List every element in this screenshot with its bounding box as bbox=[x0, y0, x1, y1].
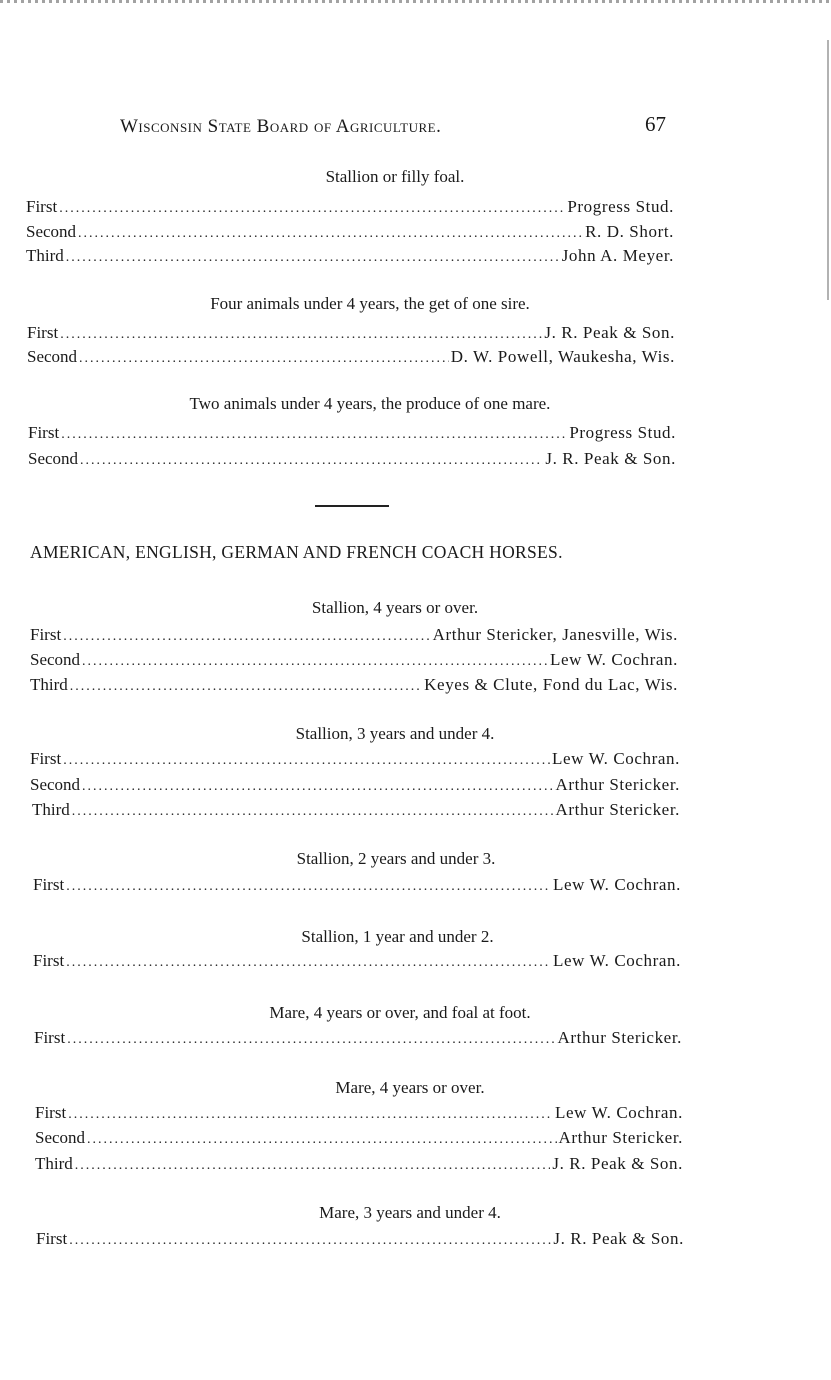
place-label: Third bbox=[30, 675, 68, 694]
award-entry bbox=[30, 749, 680, 769]
class-heading: Stallion, 1 year and under 2. bbox=[301, 927, 494, 946]
class-heading: Stallion, 2 years and under 3. bbox=[296, 849, 496, 868]
winner-name: Lew W. Cochran. bbox=[553, 951, 681, 970]
winner-name: J. R. Peak & Son. bbox=[553, 1229, 684, 1248]
dot-leader bbox=[80, 453, 543, 469]
dot-leader bbox=[75, 1158, 551, 1174]
page-top-edge bbox=[0, 0, 831, 3]
dot-leader bbox=[82, 654, 548, 670]
place-label: First bbox=[30, 625, 62, 644]
place-label: First bbox=[30, 749, 62, 768]
award-entry bbox=[30, 650, 678, 670]
dot-leader bbox=[60, 327, 542, 343]
award-entry bbox=[33, 875, 681, 895]
page-number: 67 bbox=[645, 112, 666, 136]
dot-leader bbox=[63, 629, 430, 645]
award-entry bbox=[34, 1028, 682, 1048]
place-label: First bbox=[27, 323, 59, 342]
winner-name: J. R. Peak & Son. bbox=[545, 449, 676, 468]
place-label: Second bbox=[35, 1128, 86, 1147]
place-label: Second bbox=[26, 222, 77, 241]
award-entry bbox=[26, 197, 674, 217]
class-heading: Two animals under 4 years, the produce of one mare. bbox=[189, 394, 551, 413]
winner-name: Keyes & Clute, Fond du Lac, Wis. bbox=[424, 675, 678, 694]
dot-leader bbox=[72, 804, 554, 820]
award-entry bbox=[28, 449, 676, 469]
place-label: Third bbox=[35, 1154, 73, 1173]
class-heading: Mare, 4 years or over, and foal at foot. bbox=[269, 1003, 531, 1022]
dot-leader bbox=[67, 1032, 555, 1048]
class-heading: Mare, 3 years and under 4. bbox=[319, 1203, 501, 1222]
winner-name: Lew W. Cochran. bbox=[552, 749, 680, 768]
winner-name: Progress Stud. bbox=[567, 197, 674, 216]
award-entry bbox=[30, 625, 678, 645]
award-entry bbox=[35, 1128, 683, 1148]
award-entry bbox=[26, 246, 674, 266]
winner-name: Arthur Stericker. bbox=[555, 800, 680, 819]
section-divider bbox=[315, 505, 389, 507]
award-entry bbox=[30, 775, 680, 795]
class-heading: Stallion, 4 years or over. bbox=[311, 598, 479, 617]
winner-name: Progress Stud. bbox=[569, 423, 676, 442]
dot-leader bbox=[68, 1107, 553, 1123]
winner-name: J. R. Peak & Son. bbox=[552, 1154, 683, 1173]
award-entry bbox=[28, 423, 676, 443]
dot-leader bbox=[66, 955, 551, 971]
place-label: Third bbox=[32, 800, 70, 819]
award-entry bbox=[27, 347, 675, 367]
winner-name: Arthur Stericker. bbox=[555, 775, 680, 794]
award-entry bbox=[30, 675, 678, 695]
page-right-edge bbox=[827, 40, 829, 300]
winner-name: Arthur Stericker. bbox=[558, 1128, 683, 1147]
place-label: First bbox=[36, 1229, 68, 1248]
winner-name: J. R. Peak & Son. bbox=[544, 323, 675, 342]
place-label: First bbox=[34, 1028, 66, 1047]
dot-leader bbox=[78, 226, 583, 242]
winner-name: Lew W. Cochran. bbox=[550, 650, 678, 669]
award-entry bbox=[32, 800, 680, 820]
dot-leader bbox=[63, 753, 550, 769]
place-label: Second bbox=[30, 775, 81, 794]
place-label: Second bbox=[30, 650, 81, 669]
winner-name: Arthur Stericker. bbox=[557, 1028, 682, 1047]
dot-leader bbox=[87, 1132, 557, 1148]
class-heading: Four animals under 4 years, the get of one sire. bbox=[210, 294, 530, 313]
running-title: Wisconsin State Board of Agriculture. bbox=[120, 116, 442, 137]
class-heading: Stallion or filly foal. bbox=[325, 167, 465, 186]
award-entry bbox=[26, 222, 674, 242]
award-entry bbox=[27, 323, 675, 343]
award-entry bbox=[35, 1154, 683, 1174]
dot-leader bbox=[70, 679, 422, 695]
place-label: Second bbox=[28, 449, 79, 468]
place-label: Second bbox=[27, 347, 78, 366]
place-label: First bbox=[28, 423, 60, 442]
place-label: First bbox=[26, 197, 58, 216]
dot-leader bbox=[61, 427, 567, 443]
dot-leader bbox=[79, 351, 449, 367]
section-heading: AMERICAN, ENGLISH, GERMAN AND FRENCH COACH HORSES. bbox=[30, 542, 563, 562]
class-heading: Mare, 4 years or over. bbox=[335, 1078, 485, 1097]
dot-leader bbox=[66, 879, 551, 895]
dot-leader bbox=[59, 201, 565, 217]
place-label: First bbox=[33, 951, 65, 970]
winner-name: Lew W. Cochran. bbox=[553, 875, 681, 894]
award-entry bbox=[35, 1103, 683, 1123]
dot-leader bbox=[66, 250, 560, 266]
dot-leader bbox=[82, 779, 554, 795]
dot-leader bbox=[69, 1233, 551, 1249]
winner-name: D. W. Powell, Waukesha, Wis. bbox=[450, 347, 675, 366]
winner-name: John A. Meyer. bbox=[561, 246, 674, 265]
award-entry bbox=[33, 951, 681, 971]
winner-name: Arthur Stericker, Janesville, Wis. bbox=[432, 625, 678, 644]
place-label: Third bbox=[26, 246, 64, 265]
class-heading: Stallion, 3 years and under 4. bbox=[295, 724, 495, 743]
winner-name: Lew W. Cochran. bbox=[555, 1103, 683, 1122]
place-label: First bbox=[35, 1103, 67, 1122]
winner-name: R. D. Short. bbox=[585, 222, 674, 241]
place-label: First bbox=[33, 875, 65, 894]
award-entry bbox=[36, 1229, 684, 1249]
